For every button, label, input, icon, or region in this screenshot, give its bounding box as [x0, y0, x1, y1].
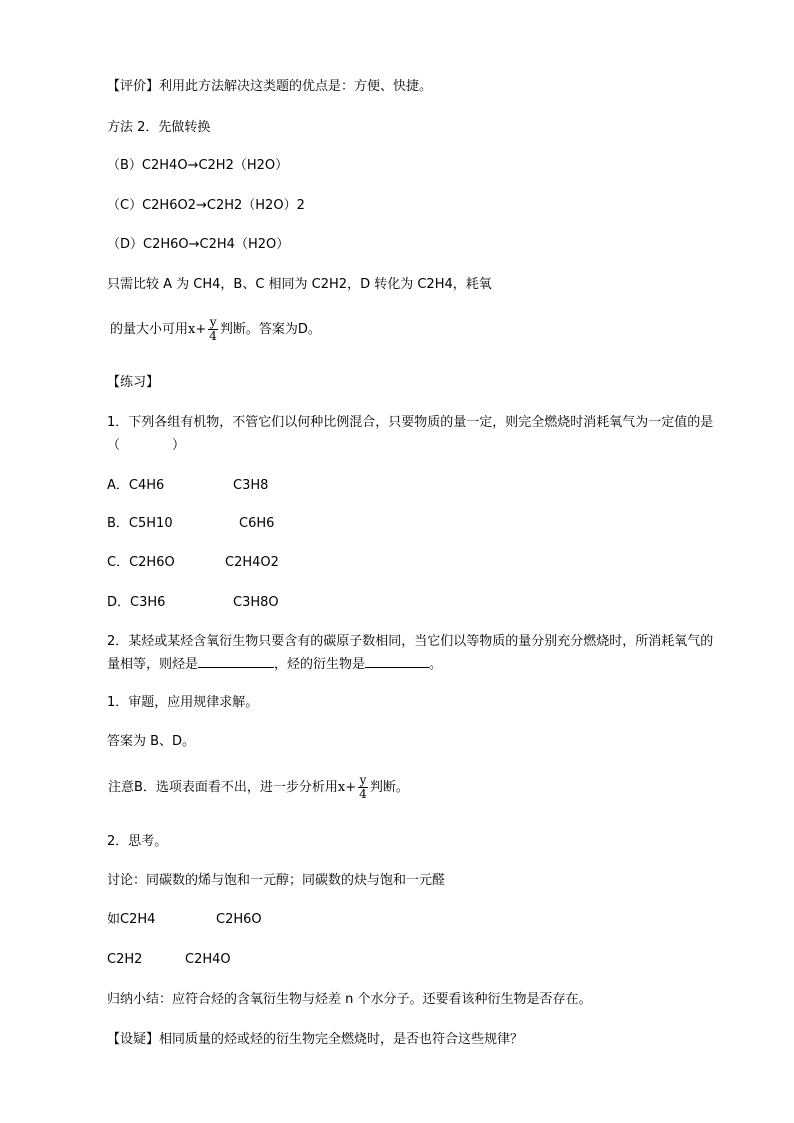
conversion-b — [107, 156, 288, 176]
example-row-1 — [107, 910, 262, 930]
option-a — [107, 476, 269, 496]
judge-prefix: 的量大小可用 — [110, 322, 189, 337]
fraction-denominator: 4 — [209, 329, 217, 343]
note-line — [108, 774, 409, 801]
formula-fraction — [358, 774, 368, 801]
note-prefix: 注意B．选项表面看不出，进一步分析用 — [108, 780, 338, 795]
question-1-text: 1．下列各组有机物，不管它们以何种比例混合，只要物质的量一定，则完全燃烧时消耗氧气为一定值的是 （ ） — [107, 415, 727, 453]
practice-title: 【练习】 — [107, 375, 160, 390]
summary-text: 归纳小结：应符合烃的含氧衍生物与烃差 n 个水分子。还要看该种衍生物是否存在。 — [107, 992, 592, 1007]
question-text: 相同质量的烃或烃的衍生物完全燃烧时，是否也符合这些规律？ — [159, 1032, 524, 1047]
option-a-first: A．C4H6 — [107, 478, 165, 493]
option-d-second: C3H8O — [233, 595, 279, 610]
option-d-first: D．C3H6 — [107, 595, 166, 610]
method2-title: 方法 2．先做转换 — [107, 120, 211, 135]
example-1-b: C2H6O — [216, 912, 262, 927]
compare-text: 只需比较 A 为 CH4，B、C 相同为 C2H2，D 转化为 C2H4，耗氧 — [107, 277, 492, 292]
answer-blank-derivative[interactable] — [365, 653, 429, 668]
formula-plus: + — [195, 322, 207, 337]
question-tag: 【设疑】 — [107, 1032, 160, 1047]
conversion-result: C2H4（H2O） — [199, 237, 290, 252]
evaluation-text: 利用此方法解决这类题的优点是：方便、快捷。 — [159, 79, 433, 94]
question-line — [107, 1030, 523, 1050]
arrow-icon: → — [187, 158, 199, 173]
formula-x: x — [188, 322, 196, 337]
question-2-text — [107, 630, 719, 676]
fraction-denominator: 4 — [359, 787, 367, 801]
formula-plus: + — [345, 780, 357, 795]
option-a-second: C3H8 — [233, 478, 269, 493]
example-2-a: C2H2 — [107, 952, 143, 967]
option-c — [107, 553, 279, 573]
conversion-d — [107, 235, 289, 255]
step-1: 1．审题，应用规律求解。 — [107, 695, 259, 710]
discussion-text: 讨论：同碳数的烯与饱和一元醇；同碳数的炔与饱和一元醛 — [107, 873, 446, 888]
evaluation-line — [107, 77, 432, 97]
example-1-a: C2H4 — [120, 912, 156, 927]
example-2-b: C2H4O — [185, 952, 231, 967]
option-b-second: C6H6 — [239, 516, 275, 531]
fraction-numerator: y — [209, 315, 217, 329]
question-2-part2: ，烃的衍生物是 — [274, 657, 366, 672]
option-c-second: C2H4O2 — [225, 555, 279, 570]
option-b — [107, 514, 275, 534]
option-b-first: B．C5H10 — [107, 516, 173, 531]
example-label: 如 — [107, 912, 121, 927]
question-2-part3: 。 — [429, 657, 443, 672]
step-2: 2．思考。 — [107, 834, 168, 849]
judge-suffix: 判断。答案为D。 — [219, 322, 321, 337]
option-d — [107, 593, 279, 613]
example-row-2 — [107, 950, 231, 970]
arrow-icon: → — [188, 237, 200, 252]
answer-blank-hydrocarbon[interactable] — [198, 653, 274, 668]
evaluation-tag: 【评价】 — [107, 79, 160, 94]
arrow-icon: → — [195, 198, 207, 213]
question-2-part1: 2．某烃或某烃含氧衍生物只要含有的碳原子数相同，当它们以等物质的量分别充分燃烧时，所消耗氧气的量相等，则烃是 — [107, 634, 714, 672]
judge-line — [110, 316, 321, 343]
conversion-label: （D）C2H6O — [107, 237, 189, 252]
formula-x: x — [337, 780, 346, 795]
conversion-label: （C）C2H6O2 — [107, 198, 196, 213]
fraction-numerator: y — [359, 773, 367, 787]
option-c-first: C．C2H6O — [107, 555, 175, 570]
answer-text: 答案为 B、D。 — [107, 734, 196, 749]
formula-fraction — [208, 316, 218, 343]
conversion-label: （B）C2H4O — [107, 158, 188, 173]
note-suffix: 判断。 — [369, 780, 409, 795]
conversion-c — [107, 196, 305, 216]
conversion-result: C2H2（H2O）2 — [206, 198, 305, 213]
conversion-result: C2H2（H2O） — [198, 158, 289, 173]
